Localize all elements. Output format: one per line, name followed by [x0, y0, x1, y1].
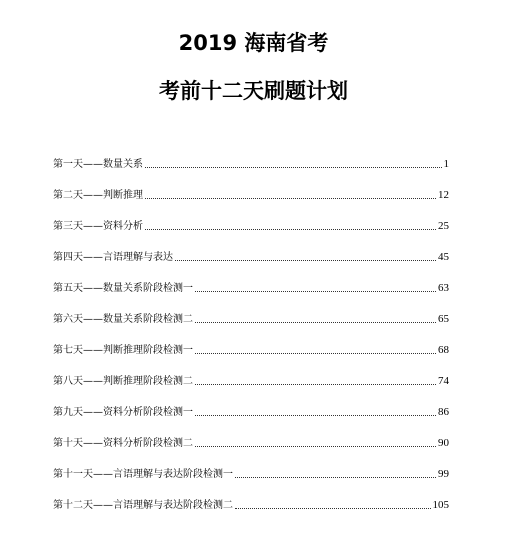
- toc-entry[interactable]: [53, 233, 449, 264]
- toc-dot-leader: [175, 260, 436, 261]
- toc-entry[interactable]: [53, 326, 449, 357]
- toc-entry-page: 68: [438, 344, 449, 356]
- toc-dot-leader: [235, 477, 436, 478]
- toc-dot-leader: [145, 167, 442, 168]
- toc-entry[interactable]: [53, 202, 449, 233]
- toc-entry[interactable]: [53, 295, 449, 326]
- toc-dot-leader: [195, 322, 436, 323]
- toc-entry-page: 65: [438, 313, 449, 325]
- toc-entry-label: 第二天——判断推理: [53, 190, 143, 201]
- toc-entry[interactable]: [53, 357, 449, 388]
- toc-dot-leader: [195, 446, 436, 447]
- toc-entry-label: 第一天——数量关系: [53, 159, 143, 170]
- toc-entry-page: 99: [438, 468, 449, 480]
- toc-entry-page: 74: [438, 375, 449, 387]
- toc-entry[interactable]: [53, 419, 449, 450]
- toc-entry-label: 第十天——资料分析阶段检测二: [53, 438, 193, 449]
- toc-dot-leader: [195, 353, 436, 354]
- toc-entry[interactable]: [53, 481, 449, 512]
- toc-entry-label: 第五天——数量关系阶段检测一: [53, 283, 193, 294]
- toc-entry[interactable]: [53, 264, 449, 295]
- toc-entry[interactable]: [53, 140, 449, 171]
- toc-entry-label: 第六天——数量关系阶段检测二: [53, 314, 193, 325]
- toc-entry-label: 第三天——资料分析: [53, 221, 143, 232]
- toc-entry-label: 第九天——资料分析阶段检测一: [53, 407, 193, 418]
- toc-entry[interactable]: [53, 450, 449, 481]
- toc-dot-leader: [195, 291, 436, 292]
- toc-entry-page: 105: [432, 499, 449, 511]
- toc-dot-leader: [195, 384, 436, 385]
- toc-entry-page: 45: [438, 251, 449, 263]
- document-subtitle: 考前十二天刷题计划: [159, 79, 348, 103]
- toc-entry-page: 25: [438, 220, 449, 232]
- toc-entry[interactable]: [53, 171, 449, 202]
- toc-entry-label: 第十一天——言语理解与表达阶段检测一: [53, 469, 233, 480]
- toc-entry-page: 90: [438, 437, 449, 449]
- document-title: 2019 海南省考: [178, 31, 329, 55]
- table-of-contents: [53, 140, 449, 512]
- toc-entry-page: 12: [438, 189, 449, 201]
- toc-entry-label: 第十二天——言语理解与表达阶段检测二: [53, 500, 233, 511]
- toc-dot-leader: [195, 415, 436, 416]
- toc-entry-label: 第八天——判断推理阶段检测二: [53, 376, 193, 387]
- toc-entry-page: 86: [438, 406, 449, 418]
- toc-entry-page: 63: [438, 282, 449, 294]
- toc-entry-page: 1: [443, 158, 449, 170]
- toc-entry-label: 第七天——判断推理阶段检测一: [53, 345, 193, 356]
- toc-dot-leader: [145, 229, 436, 230]
- toc-entry-label: 第四天——言语理解与表达: [53, 252, 173, 263]
- toc-entry[interactable]: [53, 388, 449, 419]
- toc-dot-leader: [235, 508, 431, 509]
- toc-dot-leader: [145, 198, 436, 199]
